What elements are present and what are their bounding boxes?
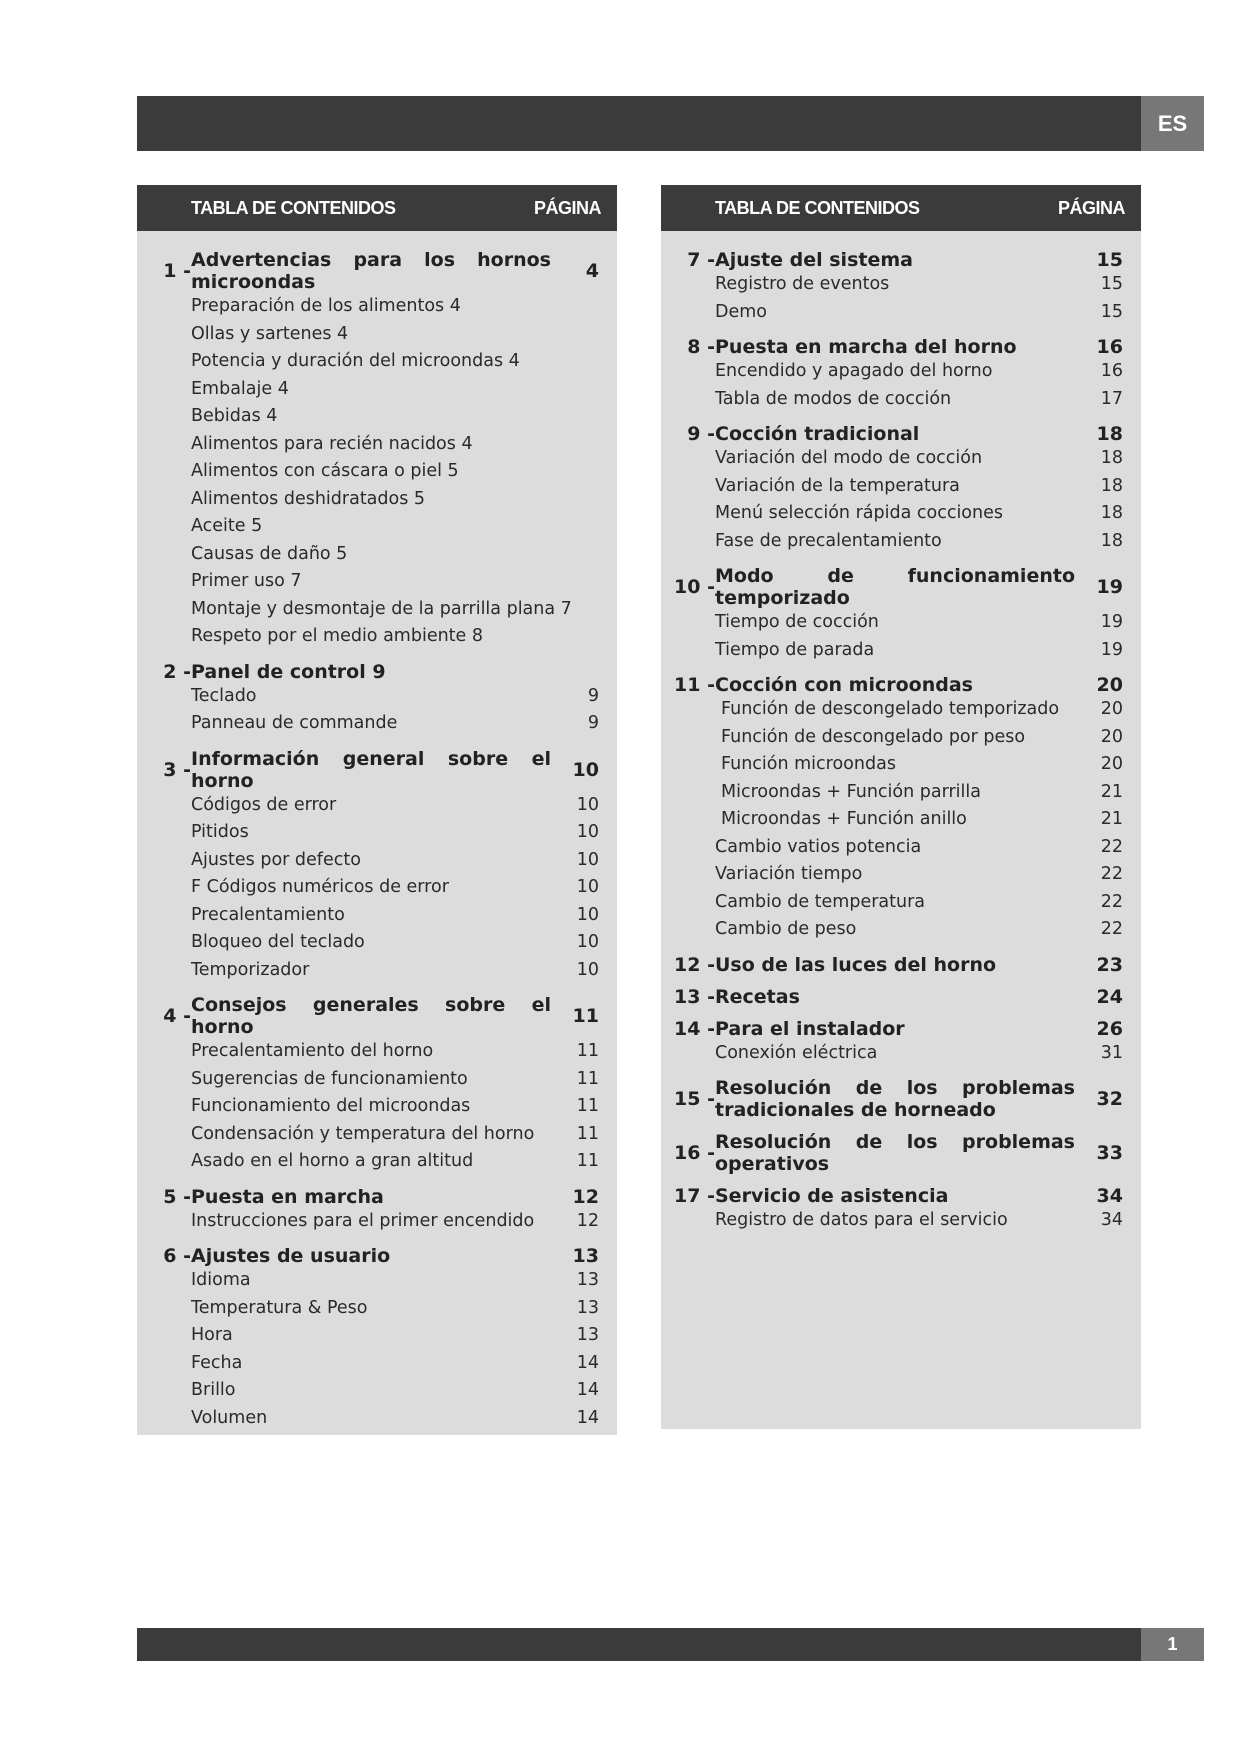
- toc-chapter: [661, 986, 1123, 1008]
- chapter-page: 10: [572, 758, 599, 781]
- subitem-text: Registro de eventos: [715, 274, 890, 294]
- subitem-text: Tabla de modos de cocción: [715, 388, 952, 409]
- subitem-text: Condensación y temperatura del horno: [191, 1123, 535, 1144]
- subitem-page: [565, 431, 599, 459]
- toc-chapter: [661, 674, 1123, 944]
- toc-chapter: [137, 661, 599, 738]
- page-number: 1: [1141, 1628, 1204, 1661]
- toc-subitem: [137, 486, 599, 514]
- subitem-text: Variación del modo de cocción: [715, 448, 983, 468]
- toc-list-right: [661, 231, 1141, 1235]
- subitem-text: Función microondas: [721, 754, 896, 774]
- chapter-number: 10 -: [674, 576, 715, 598]
- chapter-title: Servicio de asistencia: [715, 1185, 949, 1207]
- subitem-page: 10: [576, 822, 599, 842]
- toc-subitem: [137, 1093, 599, 1121]
- subitem-page: 21: [1100, 809, 1123, 829]
- chapter-number: 8 -: [687, 336, 715, 358]
- chapter-number: 5 -: [163, 1185, 191, 1208]
- toc-subitem: [137, 293, 599, 321]
- subitem-text: Precalentamiento: [191, 904, 345, 925]
- chapter-heading: [661, 1077, 1123, 1121]
- subitem-text: Asado en el horno a gran altitud: [191, 1151, 474, 1171]
- toc-subitem: [137, 513, 599, 541]
- chapter-title: Advertencias para los hornos microondas: [191, 249, 551, 293]
- subitem-text: Idioma: [191, 1270, 251, 1290]
- toc-subitem: [661, 500, 1123, 528]
- subitem-text: Instrucciones para el primer encendido: [191, 1210, 535, 1231]
- subitem-text: Variación tiempo: [715, 864, 863, 884]
- toc-subitem: [661, 916, 1123, 944]
- toc-subitem: [137, 683, 599, 711]
- subitem-page: 9: [587, 713, 599, 733]
- toc-chapter: [661, 1131, 1123, 1175]
- toc-subitem: [137, 596, 599, 624]
- toc-subitem: [137, 1405, 599, 1433]
- chapter-number: 13 -: [674, 985, 715, 1008]
- subitem-page: 18: [1100, 503, 1123, 523]
- toc-subitem: [661, 834, 1123, 862]
- bottom-bar: [137, 1628, 1141, 1661]
- chapter-page: 32: [1096, 1088, 1123, 1110]
- subitem-text: Causas de daño 5: [191, 543, 348, 564]
- subitem-page: 34: [1100, 1210, 1123, 1230]
- subitem-text: Precalentamiento del horno: [191, 1041, 434, 1061]
- subitem-page: 11: [576, 1041, 599, 1061]
- chapter-heading: [137, 994, 599, 1038]
- toc-subitem: [137, 902, 599, 930]
- toc-subitem: [137, 1038, 599, 1066]
- toc-subitem: [661, 696, 1123, 724]
- chapter-page: 15: [1096, 249, 1123, 271]
- toc-subitem: [661, 299, 1123, 327]
- subitem-text: Preparación de los alimentos 4: [191, 296, 461, 316]
- chapter-number: 16 -: [674, 1142, 715, 1164]
- subitem-text: Cambio vatios potencia: [715, 836, 922, 857]
- toc-panel-left: [137, 185, 617, 1435]
- subitem-page: 10: [576, 849, 599, 870]
- toc-subitem: [137, 1148, 599, 1176]
- toc-subitem: [137, 819, 599, 847]
- chapter-title: Cocción con microondas: [715, 674, 973, 696]
- chapter-title: Ajuste del sistema: [715, 249, 913, 271]
- chapter-heading: [137, 1186, 599, 1208]
- subitem-page: 20: [1100, 699, 1123, 719]
- toc-subitem: [137, 541, 599, 569]
- toc-subitem: [661, 386, 1123, 414]
- chapter-title: Panel de control 9: [191, 660, 386, 683]
- chapter-heading: [661, 1131, 1123, 1175]
- subitem-text: Tiempo de cocción: [715, 612, 879, 632]
- subitem-page: 13: [576, 1297, 599, 1318]
- toc-subitem: [661, 751, 1123, 779]
- subitem-text: Registro de datos para el servicio: [715, 1210, 1008, 1230]
- subitem-page: [565, 623, 599, 651]
- chapter-page: 33: [1096, 1142, 1123, 1164]
- toc-subitem: [661, 889, 1123, 917]
- subitem-text: Respeto por el medio ambiente 8: [191, 626, 484, 646]
- subitem-page: [565, 568, 599, 596]
- toc-subitem: [137, 403, 599, 431]
- subitem-page: 11: [576, 1151, 599, 1171]
- subitem-page: [565, 541, 599, 569]
- toc-subitem: [137, 1208, 599, 1236]
- toc-subitem: [661, 724, 1123, 752]
- subitem-page: [565, 293, 599, 321]
- subitem-page: 13: [576, 1270, 599, 1290]
- toc-subitem: [661, 358, 1123, 386]
- subitem-page: 22: [1100, 864, 1123, 884]
- toc-header-title: TABLA DE CONTENIDOS: [715, 198, 920, 218]
- toc-subitem: [137, 710, 599, 738]
- toc-subitem: [137, 568, 599, 596]
- toc-chapter: [137, 249, 599, 651]
- subitem-page: 10: [576, 932, 599, 952]
- toc-subitem: [137, 1267, 599, 1295]
- subitem-text: Alimentos con cáscara o piel 5: [191, 461, 459, 481]
- chapter-heading: [661, 954, 1123, 976]
- toc-subitem: [137, 929, 599, 957]
- chapter-page: 4: [585, 260, 599, 282]
- chapter-page: 20: [1096, 674, 1123, 696]
- toc-subitem: [137, 321, 599, 349]
- subitem-text: Sugerencias de funcionamiento: [191, 1068, 468, 1089]
- subitem-page: 13: [576, 1325, 599, 1345]
- toc-chapter: [137, 994, 599, 1176]
- subitem-page: 31: [1100, 1042, 1123, 1063]
- subitem-page: 10: [576, 904, 599, 925]
- chapter-number: 7 -: [687, 249, 715, 271]
- subitem-text: Alimentos para recién nacidos 4: [191, 433, 473, 454]
- chapter-number: 15 -: [674, 1088, 715, 1110]
- toc-chapter: [137, 1186, 599, 1236]
- subitem-page: [565, 403, 599, 431]
- subitem-page: 16: [1100, 361, 1123, 381]
- chapter-page: 18: [1096, 423, 1123, 445]
- subitem-text: Volumen: [191, 1407, 268, 1428]
- subitem-text: Fase de precalentamiento: [715, 530, 942, 551]
- chapter-page: 16: [1096, 336, 1123, 358]
- subitem-text: Montaje y desmontaje de la parrilla plana 7: [191, 598, 572, 619]
- subitem-page: 18: [1100, 530, 1123, 551]
- chapter-heading: [661, 423, 1123, 445]
- subitem-text: F Códigos numéricos de error: [191, 877, 449, 897]
- subitem-page: 20: [1100, 726, 1123, 747]
- subitem-page: [565, 376, 599, 404]
- toc-subitem: [661, 1040, 1123, 1068]
- toc-chapter: [661, 1018, 1123, 1068]
- subitem-text: Tiempo de parada: [715, 639, 875, 660]
- chapter-number: 11 -: [674, 674, 715, 696]
- chapter-heading: [661, 249, 1123, 271]
- subitem-page: [572, 596, 606, 624]
- chapter-page: 19: [1096, 576, 1123, 598]
- subitem-page: [565, 321, 599, 349]
- chapter-number: 12 -: [674, 953, 715, 976]
- chapter-number: 17 -: [674, 1185, 715, 1207]
- subitem-page: 10: [576, 959, 599, 980]
- subitem-page: 11: [576, 1096, 599, 1116]
- subitem-text: Variación de la temperatura: [715, 475, 960, 496]
- subitem-text: Alimentos deshidratados 5: [191, 488, 426, 509]
- chapter-number: 14 -: [674, 1017, 715, 1040]
- toc-subitem: [661, 861, 1123, 889]
- chapter-page: 23: [1096, 953, 1123, 976]
- toc-chapter: [661, 565, 1123, 664]
- toc-subitem: [137, 847, 599, 875]
- chapter-page: 11: [572, 1005, 599, 1027]
- chapter-page: 12: [572, 1185, 599, 1208]
- subitem-text: Menú selección rápida cocciones: [715, 503, 1003, 523]
- chapter-title: Información general sobre el horno: [191, 747, 551, 792]
- toc-header-page-label: PÁGINA: [1057, 198, 1125, 218]
- chapter-title: Resolución de los problemas operativos: [715, 1131, 1075, 1175]
- chapter-heading: [661, 1018, 1123, 1040]
- toc-chapter: [661, 249, 1123, 326]
- subitem-page: 22: [1100, 836, 1123, 857]
- language-tab: ES: [1141, 96, 1204, 151]
- subitem-text: Primer uso 7: [191, 571, 302, 591]
- chapter-heading: [137, 249, 599, 293]
- subitem-page: 9: [587, 685, 599, 706]
- toc-chapter: [661, 336, 1123, 413]
- subitem-page: 14: [576, 1407, 599, 1428]
- subitem-page: 10: [576, 794, 599, 815]
- toc-subitem: [137, 623, 599, 651]
- toc-subitem: [137, 1350, 599, 1378]
- subitem-page: 12: [576, 1210, 599, 1231]
- subitem-page: 14: [576, 1352, 599, 1373]
- subitem-text: Pitidos: [191, 822, 249, 842]
- toc-subitem: [137, 1295, 599, 1323]
- chapter-title: Resolución de los problemas tradicionales de horneado: [715, 1077, 1075, 1121]
- chapter-heading: [661, 336, 1123, 358]
- toc-subitem: [661, 806, 1123, 834]
- chapter-title: Cocción tradicional: [715, 423, 920, 445]
- toc-subitem: [137, 792, 599, 820]
- subitem-text: Códigos de error: [191, 794, 337, 815]
- subitem-text: Brillo: [191, 1380, 236, 1400]
- toc-subitem: [661, 528, 1123, 556]
- toc-subitem: [137, 1121, 599, 1149]
- chapter-heading: [137, 661, 599, 683]
- subitem-page: 11: [576, 1123, 599, 1144]
- chapter-page: 34: [1096, 1185, 1123, 1207]
- toc-subitem: [137, 957, 599, 985]
- subitem-text: Ollas y sartenes 4: [191, 323, 349, 344]
- subitem-text: Cambio de peso: [715, 919, 857, 939]
- subitem-text: Bloqueo del teclado: [191, 932, 365, 952]
- subitem-page: 19: [1100, 639, 1123, 660]
- chapter-title: Puesta en marcha: [191, 1185, 384, 1208]
- toc-subitem: [661, 779, 1123, 807]
- toc-chapter: [137, 1245, 599, 1432]
- subitem-text: Función de descongelado por peso: [721, 726, 1026, 747]
- toc-header: [661, 185, 1141, 231]
- subitem-page: 18: [1100, 475, 1123, 496]
- subitem-page: 15: [1100, 274, 1123, 294]
- subitem-text: Embalaje 4: [191, 378, 289, 399]
- subitem-page: 22: [1100, 891, 1123, 912]
- subitem-text: Función de descongelado temporizado: [721, 699, 1060, 719]
- subitem-text: Ajustes por defecto: [191, 849, 361, 870]
- chapter-title: Consejos generales sobre el horno: [191, 994, 551, 1038]
- subitem-text: Aceite 5: [191, 516, 263, 536]
- toc-subitem: [137, 874, 599, 902]
- chapter-number: 3 -: [163, 758, 191, 781]
- chapter-heading: [661, 674, 1123, 696]
- subitem-text: Microondas + Función anillo: [721, 809, 967, 829]
- subitem-text: Bebidas 4: [191, 406, 278, 426]
- subitem-text: Microondas + Función parrilla: [721, 781, 981, 802]
- subitem-page: 18: [1100, 448, 1123, 468]
- subitem-text: Temporizador: [191, 959, 310, 980]
- chapter-title: Puesta en marcha del horno: [715, 336, 1017, 358]
- chapter-number: 9 -: [687, 423, 715, 445]
- chapter-number: 6 -: [163, 1245, 191, 1267]
- chapter-heading: [137, 1245, 599, 1267]
- toc-list-left: [137, 231, 617, 1432]
- toc-chapter: [137, 748, 599, 985]
- subitem-page: [565, 513, 599, 541]
- subitem-page: 19: [1100, 612, 1123, 632]
- toc-subitem: [137, 1377, 599, 1405]
- toc-header-title: TABLA DE CONTENIDOS: [191, 198, 396, 218]
- toc-subitem: [661, 271, 1123, 299]
- subitem-page: 11: [576, 1068, 599, 1089]
- toc-subitem: [661, 1207, 1123, 1235]
- toc-subitem: [661, 473, 1123, 501]
- chapter-title: Uso de las luces del horno: [715, 953, 997, 976]
- chapter-page: 26: [1096, 1017, 1123, 1040]
- subitem-page: 21: [1100, 781, 1123, 802]
- toc-chapter: [661, 954, 1123, 976]
- chapter-heading: [661, 565, 1123, 609]
- chapter-title: Ajustes de usuario: [191, 1245, 391, 1267]
- chapter-heading: [661, 986, 1123, 1008]
- subitem-page: 22: [1100, 919, 1123, 939]
- subitem-text: Potencia y duración del microondas 4: [191, 351, 520, 371]
- toc-subitem: [137, 1066, 599, 1094]
- chapter-title: Para el instalador: [715, 1017, 905, 1040]
- chapter-number: 2 -: [163, 660, 191, 683]
- subitem-page: 10: [576, 877, 599, 897]
- chapter-heading: [661, 1185, 1123, 1207]
- toc-subitem: [137, 431, 599, 459]
- toc-subitem: [661, 445, 1123, 473]
- subitem-page: 15: [1100, 301, 1123, 322]
- subitem-text: Hora: [191, 1325, 233, 1345]
- chapter-title: Modo de funcionamiento temporizado: [715, 565, 1075, 609]
- subitem-page: [565, 348, 599, 376]
- toc-subitem: [137, 458, 599, 486]
- toc-subitem: [661, 637, 1123, 665]
- chapter-page: 24: [1096, 985, 1123, 1008]
- subitem-page: 20: [1100, 754, 1123, 774]
- toc-chapter: [661, 1185, 1123, 1235]
- subitem-page: 17: [1100, 388, 1123, 409]
- chapter-heading: [137, 748, 599, 792]
- subitem-text: Funcionamiento del microondas: [191, 1096, 471, 1116]
- top-bar: [137, 96, 1141, 151]
- chapter-number: 4 -: [163, 1005, 191, 1027]
- toc-subitem: [137, 348, 599, 376]
- chapter-number: 1 -: [163, 260, 191, 282]
- toc-panel-right: [661, 185, 1141, 1429]
- subitem-page: [565, 486, 599, 514]
- toc-chapter: [661, 1077, 1123, 1121]
- toc-header-page-label: PÁGINA: [533, 198, 601, 218]
- subitem-text: Demo: [715, 301, 767, 322]
- subitem-text: Temperatura & Peso: [191, 1297, 368, 1318]
- chapter-page: 13: [572, 1245, 599, 1267]
- subitem-page: 14: [576, 1380, 599, 1400]
- toc-subitem: [137, 1322, 599, 1350]
- subitem-text: Panneau de commande: [191, 713, 398, 733]
- chapter-title: Recetas: [715, 985, 800, 1008]
- subitem-text: Fecha: [191, 1352, 243, 1373]
- toc-chapter: [661, 423, 1123, 555]
- subitem-text: Cambio de temperatura: [715, 891, 926, 912]
- subitem-text: Conexión eléctrica: [715, 1042, 878, 1063]
- toc-subitem: [137, 376, 599, 404]
- subitem-page: [565, 458, 599, 486]
- toc-subitem: [661, 609, 1123, 637]
- subitem-text: Teclado: [191, 685, 257, 706]
- subitem-text: Encendido y apagado del horno: [715, 361, 993, 381]
- toc-header: [137, 185, 617, 231]
